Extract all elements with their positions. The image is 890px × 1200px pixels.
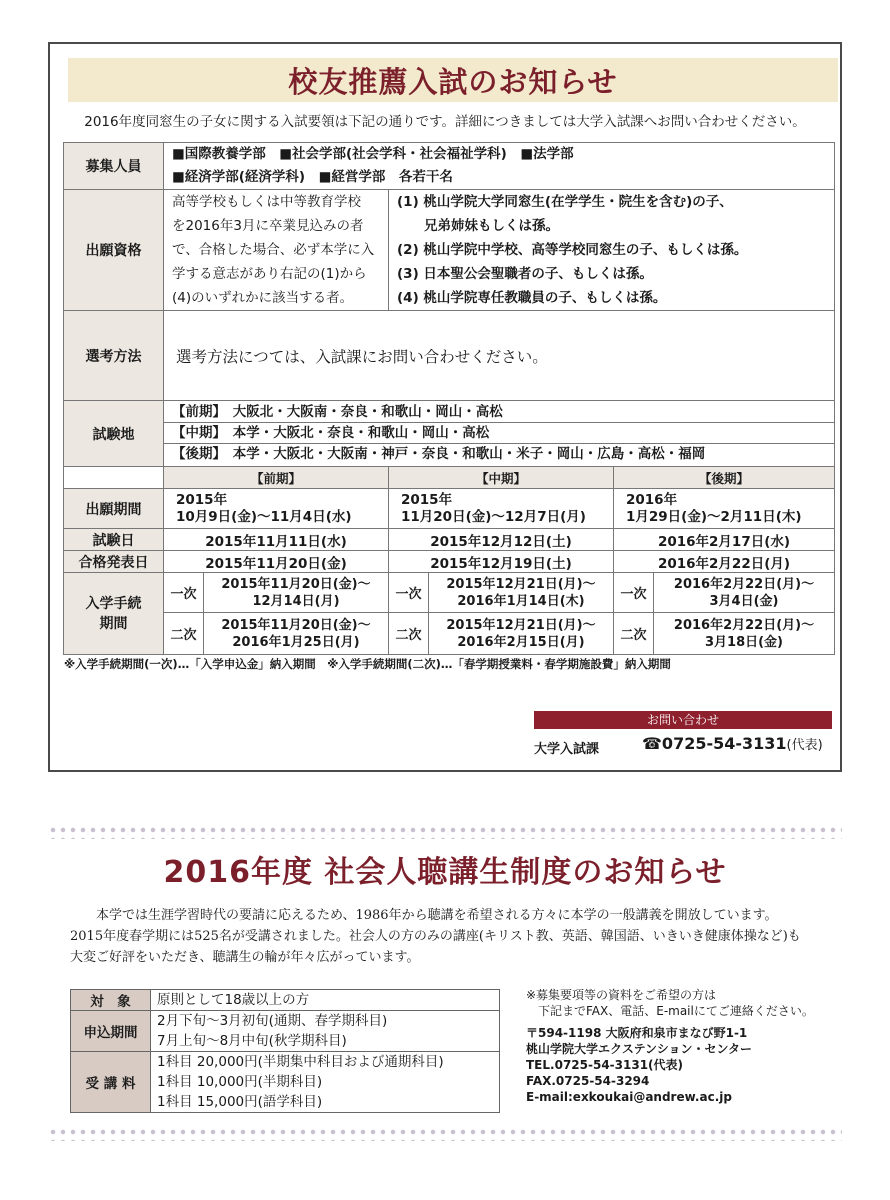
application-label: 出願期間 xyxy=(64,489,164,529)
phone-number: ☎0725-54-3131 xyxy=(642,734,787,753)
enrollment-end: 2016年1月25日(月) xyxy=(232,634,360,650)
apply-period: 2月下旬～3月初旬(通期、春学期科目) xyxy=(157,1013,388,1029)
organization-name: 桃山学院大学エクステンション・センター xyxy=(526,1042,753,1056)
admissions-table xyxy=(63,142,835,655)
enrollment-period xyxy=(654,573,835,613)
application-range: 1月29日(金)～2月11日(木) xyxy=(626,508,802,525)
enrollment-first-row xyxy=(64,573,835,613)
dotted-border-bottom xyxy=(48,1127,842,1141)
enrollment-end: 3月4日(金) xyxy=(709,593,779,609)
enrollment-label-line: 入学手続 xyxy=(85,595,142,612)
phase-header: 【後期】 xyxy=(614,467,835,489)
venue-label: 試験地 xyxy=(64,401,164,467)
eligibility-condition-line: 高等学校もしくは中等教育学校 xyxy=(172,194,361,210)
enrollment-label xyxy=(64,573,164,655)
fee-item: 1科目 15,000円(語学科目) xyxy=(157,1094,323,1110)
enrollment-end: 3月18日(金) xyxy=(704,634,784,650)
eligibility-item: 兄弟姉妹もしくは孫。 xyxy=(397,218,559,234)
target-value xyxy=(151,990,500,1011)
section1-intro: 2016年度同窓生の子女に関する入試要領は下記の通りです。詳細につきましては大学入試課へお問い合わせください。 xyxy=(84,114,806,130)
eligibility-condition-line: を2016年3月に卒業見込みの者 xyxy=(172,218,364,234)
venue-item: 【前期】 大阪北・大阪南・奈良・和歌山・岡山・高松 xyxy=(164,402,834,423)
auditor-info-table xyxy=(70,989,500,1113)
first-round-label: 一次 xyxy=(389,573,429,613)
apply-values xyxy=(151,1011,500,1052)
recruit-row xyxy=(64,143,835,190)
enrollment-period xyxy=(204,613,389,655)
recruit-label: 募集人員 xyxy=(64,143,164,190)
application-period xyxy=(389,489,614,529)
application-year: 2016年 xyxy=(626,491,678,508)
enrollment-end: 2016年2月15日(月) xyxy=(457,634,585,650)
application-year: 2015年 xyxy=(401,491,453,508)
eligibility-condition-line: (4)のいずれかに該当する者。 xyxy=(172,290,354,306)
section1-title: 校友推薦入試のお知らせ xyxy=(288,65,618,99)
eligibility-item: (3) 日本聖公会聖職者の子、もしくは孫。 xyxy=(397,266,653,282)
enrollment-start: 2015年11月20日(金)～ xyxy=(221,576,371,592)
result-date: 2015年12月19日(土) xyxy=(389,551,614,573)
contact-header: お問い合わせ xyxy=(534,711,832,729)
exam-date: 2015年12月12日(土) xyxy=(389,529,614,551)
target-text: 原則として18歳以上の方 xyxy=(157,992,310,1008)
admissions-notice-panel xyxy=(48,42,842,772)
telephone: TEL.0725-54-3131(代表) xyxy=(526,1058,684,1072)
fee-label: 受 講 料 xyxy=(71,1052,151,1113)
contact-info xyxy=(526,987,814,1105)
fee-row xyxy=(71,1052,500,1113)
result-date-row xyxy=(64,551,835,573)
enrollment-start: 2015年11月20日(金)～ xyxy=(221,617,371,633)
footnote: ※入学手続期間(一次)…「入学申込金」納入期間 ※入学手続期間(二次)…「春学期授業料・春学期施設費」納入期間 xyxy=(64,657,671,671)
phase-header-blank xyxy=(64,467,164,489)
enrollment-start: 2015年12月21日(月)～ xyxy=(446,617,596,633)
dotted-border-top xyxy=(48,825,842,839)
enrollment-start: 2016年2月22日(月)～ xyxy=(673,617,815,633)
exam-date: 2016年2月17日(水) xyxy=(614,529,835,551)
application-range: 10月9日(金)～11月4日(水) xyxy=(176,508,352,525)
section2-title: 2016年度 社会人聴講生制度のお知らせ xyxy=(163,855,727,890)
eligibility-item: (2) 桃山学院中学校、高等学校同窓生の子、もしくは孫。 xyxy=(397,242,748,258)
selection-row xyxy=(64,311,835,401)
phase-header: 【前期】 xyxy=(164,467,389,489)
application-period xyxy=(614,489,835,529)
recruit-value xyxy=(164,143,835,190)
venue-list xyxy=(164,401,835,467)
apply-period: 7月上旬～8月中旬(秋学期科目) xyxy=(157,1033,347,1049)
phase-header-row xyxy=(64,467,835,489)
target-row xyxy=(71,990,500,1011)
eligibility-condition-line: 学する意志があり右記の(1)から xyxy=(172,266,367,282)
contact-phone xyxy=(642,734,823,753)
second-round-label: 二次 xyxy=(389,613,429,655)
first-round-label: 一次 xyxy=(614,573,654,613)
contact-department: 大学入試課 xyxy=(534,742,600,757)
title-banner xyxy=(68,58,838,102)
exam-date-row xyxy=(64,529,835,551)
venue-item: 【中期】 本学・大阪北・奈良・和歌山・岡山・高松 xyxy=(164,423,834,444)
enrollment-start: 2016年2月22日(月)～ xyxy=(673,576,815,592)
email: E-mail:exkoukai@andrew.ac.jp xyxy=(526,1090,732,1104)
eligibility-item: (4) 桃山学院専任教職員の子、もしくは孫。 xyxy=(397,290,667,306)
venue-item: 【後期】 本学・大阪北・大阪南・神戸・奈良・和歌山・米子・岡山・広島・高松・福岡 xyxy=(172,446,706,462)
application-year: 2015年 xyxy=(176,491,228,508)
result-date: 2016年2月22日(月) xyxy=(614,551,835,573)
enrollment-period xyxy=(204,573,389,613)
application-row xyxy=(64,489,835,529)
exam-date: 2015年11月11日(水) xyxy=(164,529,389,551)
recruit-line: ■国際教養学部 ■社会学部(社会学科・社会福祉学科) ■法学部 xyxy=(172,146,574,162)
postal-address: 〒594-1198 大阪府和泉市まなび野1-1 xyxy=(526,1026,748,1040)
phone-suffix: (代表) xyxy=(786,738,823,753)
apply-row xyxy=(71,1011,500,1052)
apply-label: 申込期間 xyxy=(71,1011,151,1052)
phase-header: 【中期】 xyxy=(389,467,614,489)
fee-item: 1科目 10,000円(半期科目) xyxy=(157,1074,323,1090)
enrollment-start: 2015年12月21日(月)～ xyxy=(446,576,596,592)
eligibility-condition-line: で、合格した場合、必ず本学に入 xyxy=(172,242,375,258)
eligibility-list xyxy=(389,190,835,311)
selection-text: 選考方法につては、入試課にお問い合わせください。 xyxy=(164,311,835,401)
result-date: 2015年11月20日(金) xyxy=(164,551,389,573)
enrollment-period xyxy=(654,613,835,655)
enrollment-period xyxy=(429,573,614,613)
section2-body: 本学では生涯学習時代の要請に応えるため、1986年から聴講を希望される方々に本学の一般講義を開放しています。2015年度春学期には525名が受講されました。社会人の方のみの講座(キリスト教、英語、韓国語、いきいき健康体操など)も大変ご好評をいただき、聴講生の輪が年々広がっています。 xyxy=(70,908,801,965)
enrollment-end: 12月14日(月) xyxy=(252,593,340,609)
enrollment-label-line: 期間 xyxy=(99,615,128,632)
fax: FAX.0725-54-3294 xyxy=(526,1074,650,1088)
auditor-program-panel xyxy=(48,825,842,1145)
exam-date-label: 試験日 xyxy=(64,529,164,551)
eligibility-item: (1) 桃山学院大学同窓生(在学学生・院生を含む)の子、 xyxy=(397,194,733,210)
application-range: 11月20日(金)～12月7日(月) xyxy=(401,508,586,525)
venue-row xyxy=(64,401,835,467)
result-date-label: 合格発表日 xyxy=(64,551,164,573)
recruit-line: ■経済学部(経済学科) ■経営学部 各若干名 xyxy=(172,169,453,185)
application-period xyxy=(164,489,389,529)
info-note: ※募集要項等の資料をご希望の方は xyxy=(526,988,717,1002)
selection-label: 選考方法 xyxy=(64,311,164,401)
eligibility-conditions xyxy=(164,190,389,311)
fee-item: 1科目 20,000円(半期集中科目および通期科目) xyxy=(157,1054,444,1070)
second-round-label: 二次 xyxy=(614,613,654,655)
enrollment-period xyxy=(429,613,614,655)
info-note: 下記までFAX、電話、E-mailにてご連絡ください。 xyxy=(526,1004,814,1018)
fee-values xyxy=(151,1052,500,1113)
eligibility-row xyxy=(64,190,835,311)
enrollment-end: 2016年1月14日(木) xyxy=(457,593,585,609)
second-round-label: 二次 xyxy=(164,613,204,655)
eligibility-label: 出願資格 xyxy=(64,190,164,311)
first-round-label: 一次 xyxy=(164,573,204,613)
enrollment-second-row xyxy=(64,613,835,655)
target-label: 対 象 xyxy=(71,990,151,1011)
